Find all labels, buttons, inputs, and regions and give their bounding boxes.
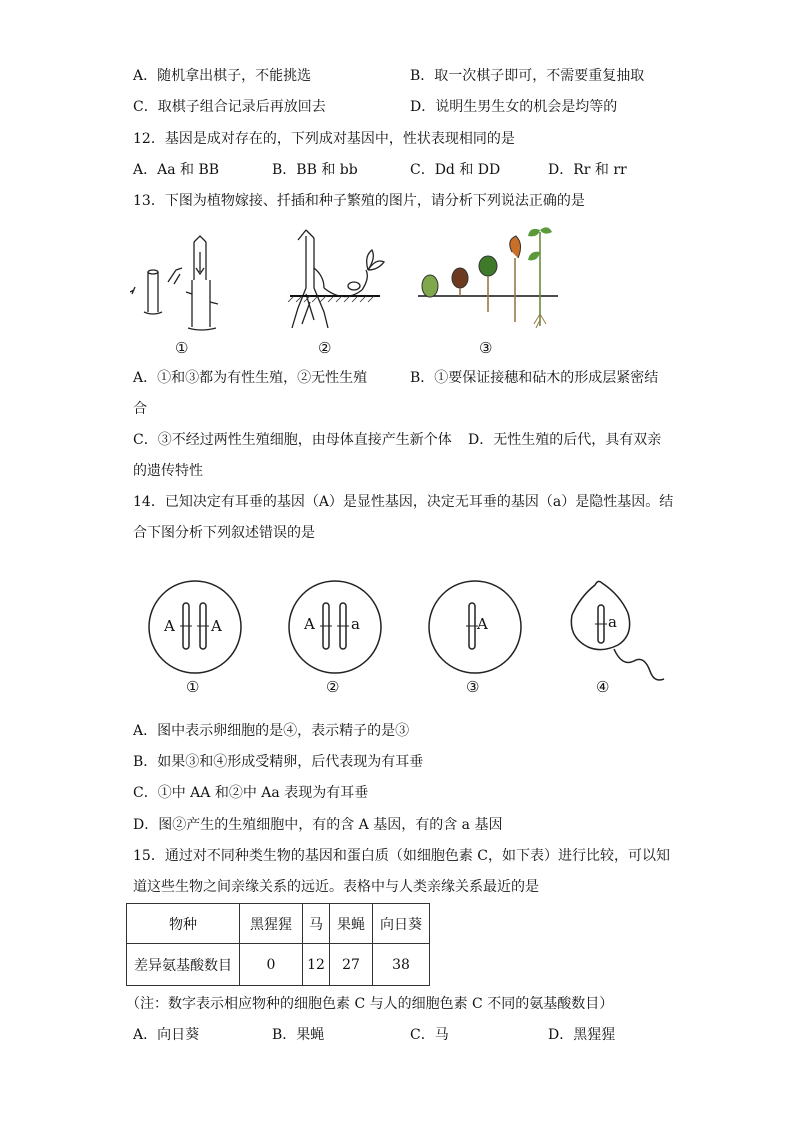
q12-option-d: D．Rr 和 rr: [548, 162, 627, 178]
cell-label-2: ②: [326, 678, 340, 696]
table-header-cell: 物种: [127, 904, 240, 944]
q13-option-d-cont: 的遗传特性: [133, 463, 203, 479]
q11-option-a: A．随机拿出棋子，不能挑选: [133, 68, 312, 84]
cell1-gene-right: A: [211, 617, 222, 635]
gene-cell-diagram: [140, 575, 670, 700]
grafting-figure: [130, 232, 240, 337]
q14-option-c: C．①中 AA 和②中 Aa 表现为有耳垂: [133, 785, 369, 801]
q15-option-d: D．黑猩猩: [548, 1027, 616, 1043]
q13-option-a: A．①和③都为有性生殖，②无性生殖: [133, 370, 368, 386]
cell-label-1: ①: [186, 678, 200, 696]
q13-option-b: B．①要保证接穗和砧木的形成层紧密结: [410, 370, 659, 386]
table-header-row: [127, 904, 430, 944]
q13-option-d: D．无性生殖的后代，具有双亲: [468, 432, 662, 448]
table-header-cell: 黑猩猩: [240, 904, 303, 944]
q14-option-d: D．图②产生的生殖细胞中，有的含 A 基因，有的含 a 基因: [133, 817, 503, 833]
q12-option-b: B．BB 和 bb: [272, 162, 358, 178]
q15-stem-line2: 道这些生物之间亲缘关系的远近。表格中与人类亲缘关系最近的是: [133, 879, 539, 895]
q14-option-a: A．图中表示卵细胞的是④，表示精子的是③: [133, 723, 410, 739]
q14-stem-line2: 合下图分析下列叙述错误的是: [133, 525, 315, 541]
q12-option-a: A．Aa 和 BB: [133, 162, 220, 178]
q11-option-d: D．说明生男生女的机会是均等的: [410, 99, 618, 115]
q15-table-note: （注：数字表示相应物种的细胞色素 C 与人的细胞色素 C 不同的氨基酸数目）: [126, 996, 614, 1012]
q11-option-c: C．取棋子组合记录后再放回去: [133, 99, 326, 115]
cell4-gene-right: a: [608, 613, 617, 631]
q15-stem-line1: 15．通过对不同种类生物的基因和蛋白质（如细胞色素 C，如下表）进行比较，可以知: [133, 848, 670, 864]
q15-option-a: A．向日葵: [133, 1027, 200, 1043]
table-header-cell: 果蝇: [330, 904, 373, 944]
figure-label-3: ③: [479, 339, 493, 357]
q13-stem: 13．下图为植物嫁接、扦插和种子繁殖的图片，请分析下列说法正确的是: [133, 193, 585, 209]
q13-option-c: C．③不经过两性生殖细胞，由母体直接产生新个体: [133, 432, 452, 448]
q15-option-c: C．马: [410, 1027, 449, 1043]
q14-option-b: B．如果③和④形成受精卵，后代表现为有耳垂: [133, 754, 424, 770]
q12-stem: 12．基因是成对存在的，下列成对基因中，性状表现相同的是: [133, 131, 515, 147]
cutting-figure: [284, 228, 394, 338]
table-header-cell: 马: [303, 904, 330, 944]
q12-option-c: C．Dd 和 DD: [410, 162, 501, 178]
q11-option-b: B．取一次棋子即可，不需要重复抽取: [410, 68, 645, 84]
cell-label-4: ④: [596, 678, 610, 696]
q14-stem-line1: 14．已知决定有耳垂的基因（A）是显性基因，决定无耳垂的基因（a）是隐性基因。结: [133, 494, 674, 510]
table-row: [127, 944, 430, 986]
amino-acid-table: [126, 903, 430, 986]
table-cell: 0: [240, 944, 303, 986]
q15-option-b: B．果蝇: [272, 1027, 325, 1043]
figure-label-2: ②: [318, 339, 332, 357]
table-cell: 差异氨基酸数目: [127, 944, 240, 986]
table-cell: 12: [303, 944, 330, 986]
seed-germination-figure: [418, 222, 558, 332]
cell2-gene-right: a: [351, 615, 360, 633]
cell1-gene-left: A: [164, 617, 175, 635]
table-header-cell: 向日葵: [373, 904, 430, 944]
table-cell: 27: [330, 944, 373, 986]
cell-label-3: ③: [466, 678, 480, 696]
cell3-gene-right: A: [477, 615, 488, 633]
table-cell: 38: [373, 944, 430, 986]
cell2-gene-left: A: [304, 615, 315, 633]
figure-label-1: ①: [175, 339, 189, 357]
q13-option-b-cont: 合: [133, 401, 147, 417]
